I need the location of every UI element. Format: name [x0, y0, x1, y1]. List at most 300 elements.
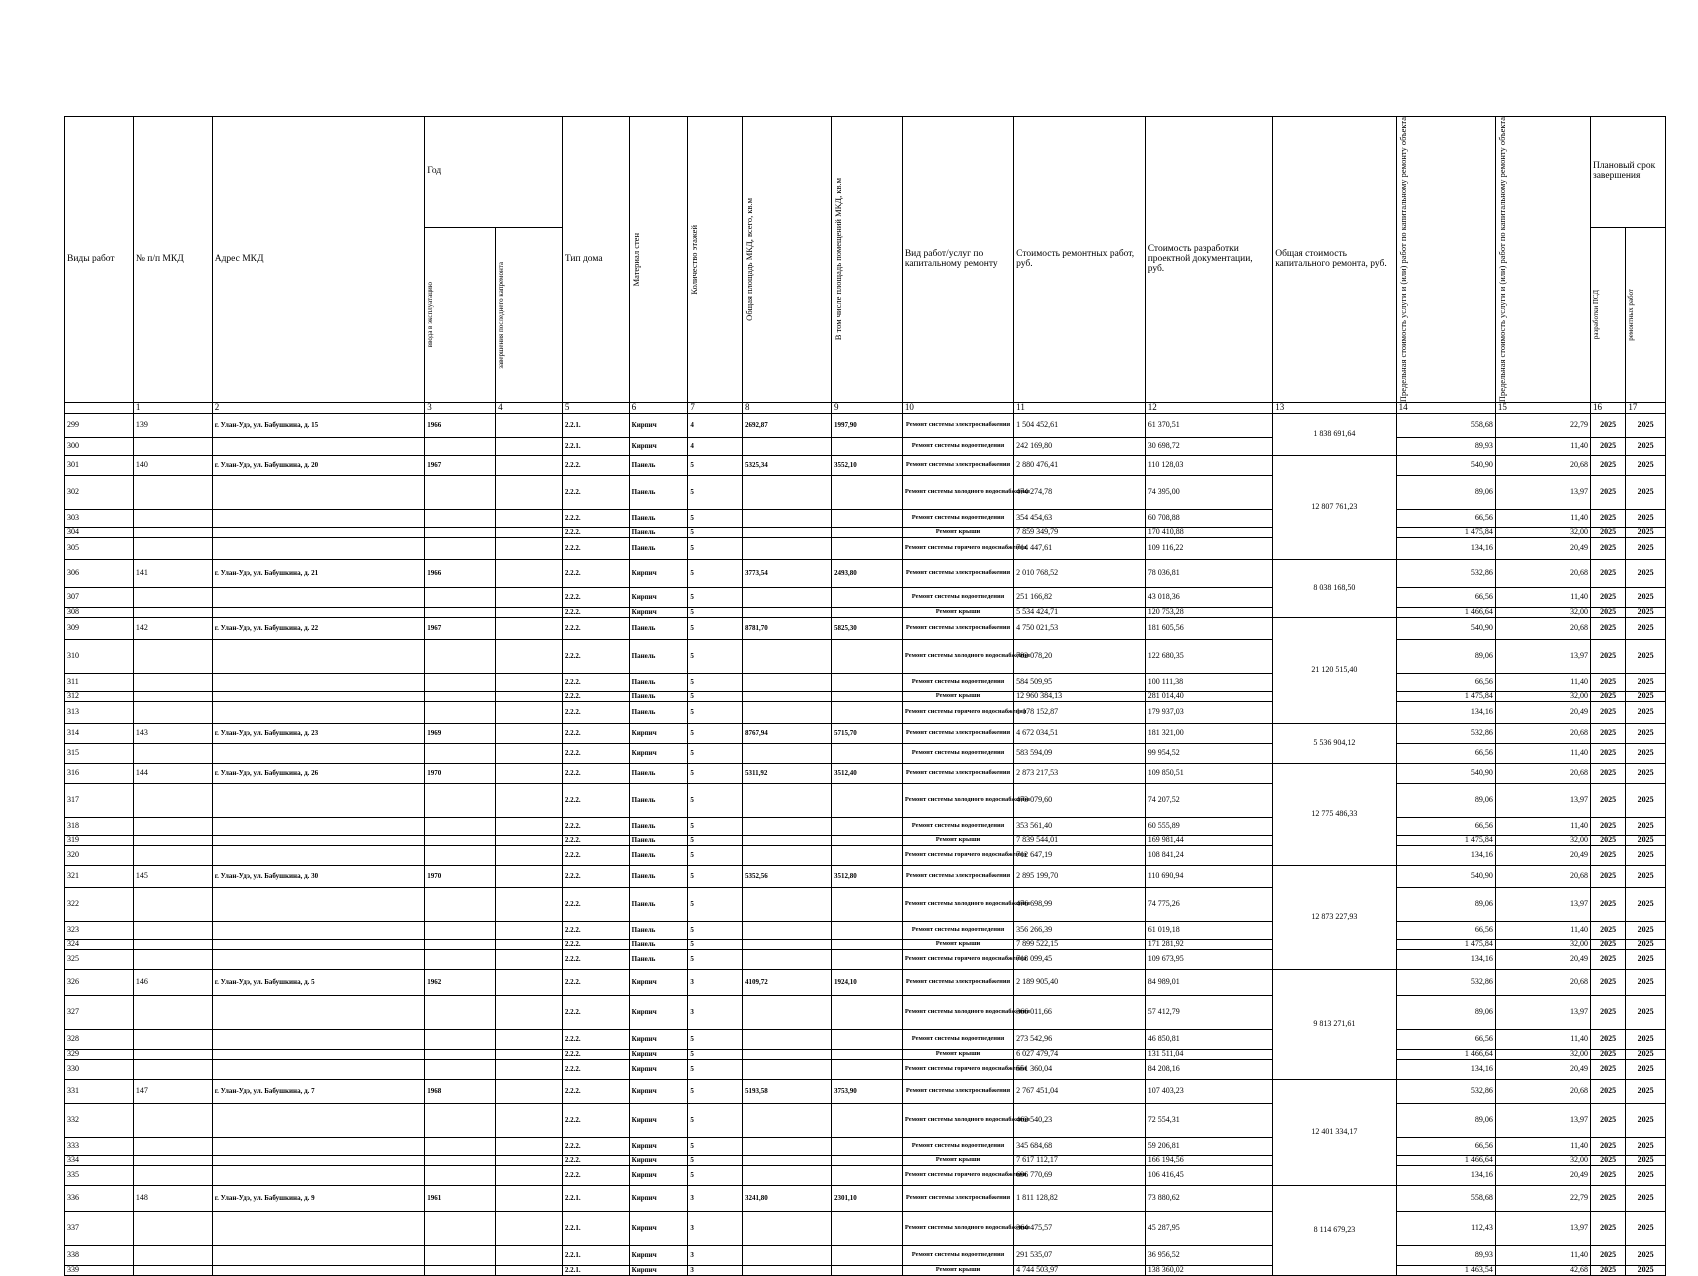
deadline-repair: 2025 — [1626, 970, 1666, 996]
row-number: 335 — [65, 1166, 134, 1186]
deadline-repair: 2025 — [1626, 618, 1666, 640]
limit-cost-2: 13,97 — [1495, 1212, 1590, 1246]
house-type: 2.2.2. — [562, 1030, 629, 1050]
wall-material: Панель — [629, 702, 688, 724]
mkd-number: 141 — [133, 560, 212, 588]
year-commissioned — [425, 476, 496, 510]
address — [212, 744, 425, 764]
year-last-repair — [496, 538, 563, 560]
year-commissioned — [425, 640, 496, 674]
repair-cost: 366 011,66 — [1014, 996, 1146, 1030]
address — [212, 1166, 425, 1186]
mkd-number — [133, 674, 212, 692]
repair-cost: 4 744 503,97 — [1014, 1266, 1146, 1276]
limit-cost-2: 13,97 — [1495, 476, 1590, 510]
premises-area: 2301,10 — [832, 1186, 903, 1212]
address — [212, 1030, 425, 1050]
house-type: 2.2.1. — [562, 1246, 629, 1266]
deadline-psd: 2025 — [1590, 608, 1625, 618]
wall-material: Кирпич — [629, 744, 688, 764]
house-type: 2.2.2. — [562, 1104, 629, 1138]
floors: 3 — [688, 996, 743, 1030]
total-area: 5311,92 — [742, 764, 831, 784]
year-commissioned: 1968 — [425, 1080, 496, 1104]
mkd-number — [133, 846, 212, 866]
table-row — [65, 996, 1666, 1030]
year-commissioned — [425, 1166, 496, 1186]
address — [212, 950, 425, 970]
column-number: 11 — [1014, 403, 1146, 414]
floors: 5 — [688, 528, 743, 538]
year-commissioned: 1966 — [425, 414, 496, 438]
wall-material: Панель — [629, 866, 688, 888]
premises-area: 3552,10 — [832, 456, 903, 476]
year-last-repair — [496, 1246, 563, 1266]
wall-material: Панель — [629, 538, 688, 560]
row-number: 305 — [65, 538, 134, 560]
repair-cost: 345 684,68 — [1014, 1138, 1146, 1156]
work-kind: Ремонт системы водоотведения — [902, 674, 1013, 692]
repair-cost: 551 360,04 — [1014, 1060, 1146, 1080]
deadline-repair: 2025 — [1626, 940, 1666, 950]
wall-material: Панель — [629, 818, 688, 836]
house-type: 2.2.2. — [562, 640, 629, 674]
work-kind: Ремонт системы горячего водоснабжения — [902, 1060, 1013, 1080]
design-cost: 181 605,56 — [1145, 618, 1273, 640]
table-row — [65, 764, 1666, 784]
limit-cost-1: 540,90 — [1396, 866, 1495, 888]
deadline-repair: 2025 — [1626, 588, 1666, 608]
year-commissioned — [425, 940, 496, 950]
floors: 5 — [688, 476, 743, 510]
house-type: 2.2.2. — [562, 764, 629, 784]
year-last-repair — [496, 1138, 563, 1156]
mkd-number — [133, 1104, 212, 1138]
repair-cost: 583 594,09 — [1014, 744, 1146, 764]
column-number: 6 — [629, 403, 688, 414]
table-row — [65, 950, 1666, 970]
premises-area — [832, 1246, 903, 1266]
limit-cost-1: 532,86 — [1396, 970, 1495, 996]
year-commissioned: 1969 — [425, 724, 496, 744]
year-commissioned: 1967 — [425, 456, 496, 476]
limit-cost-1: 89,06 — [1396, 476, 1495, 510]
deadline-repair: 2025 — [1626, 1246, 1666, 1266]
row-number: 317 — [65, 784, 134, 818]
column-number: 2 — [212, 403, 425, 414]
table-row — [65, 560, 1666, 588]
repair-cost: 2 189 905,40 — [1014, 970, 1146, 996]
floors: 5 — [688, 940, 743, 950]
total-area: 8781,70 — [742, 618, 831, 640]
floors: 5 — [688, 560, 743, 588]
table-row — [65, 618, 1666, 640]
total-area — [742, 528, 831, 538]
premises-area — [832, 438, 903, 456]
address — [212, 888, 425, 922]
house-type: 2.2.2. — [562, 674, 629, 692]
premises-area — [832, 1050, 903, 1060]
row-number: 314 — [65, 724, 134, 744]
address — [212, 940, 425, 950]
deadline-psd: 2025 — [1590, 438, 1625, 456]
limit-cost-1: 134,16 — [1396, 1060, 1495, 1080]
total-cost: 12 807 761,23 — [1273, 456, 1396, 560]
repair-cost: 2 880 476,41 — [1014, 456, 1146, 476]
year-last-repair — [496, 1080, 563, 1104]
design-cost: 61 019,18 — [1145, 922, 1273, 940]
repair-cost: 712 647,19 — [1014, 846, 1146, 866]
wall-material: Кирпич — [629, 588, 688, 608]
deadline-psd: 2025 — [1590, 744, 1625, 764]
year-commissioned — [425, 1246, 496, 1266]
house-type: 2.2.2. — [562, 588, 629, 608]
year-commissioned — [425, 538, 496, 560]
year-last-repair — [496, 836, 563, 846]
deadline-psd: 2025 — [1590, 970, 1625, 996]
premises-area: 3753,90 — [832, 1080, 903, 1104]
deadline-psd: 2025 — [1590, 1138, 1625, 1156]
design-cost: 181 321,00 — [1145, 724, 1273, 744]
design-cost: 74 395,00 — [1145, 476, 1273, 510]
total-area — [742, 1060, 831, 1080]
address: г. Улан-Удэ, ул. Бабушкина, д. 26 — [212, 764, 425, 784]
limit-cost-2: 32,00 — [1495, 940, 1590, 950]
repair-cost: 782 078,20 — [1014, 640, 1146, 674]
repair-cost: 7 839 544,01 — [1014, 836, 1146, 846]
house-type: 2.2.2. — [562, 866, 629, 888]
year-last-repair — [496, 560, 563, 588]
mkd-number — [133, 818, 212, 836]
house-type: 2.2.2. — [562, 818, 629, 836]
year-last-repair — [496, 744, 563, 764]
repair-cost: 354 454,63 — [1014, 510, 1146, 528]
floors: 5 — [688, 538, 743, 560]
deadline-repair: 2025 — [1626, 674, 1666, 692]
wall-material: Кирпич — [629, 1080, 688, 1104]
mkd-number — [133, 1166, 212, 1186]
total-area — [742, 888, 831, 922]
row-number: 311 — [65, 674, 134, 692]
year-last-repair — [496, 784, 563, 818]
limit-cost-2: 11,40 — [1495, 744, 1590, 764]
table-row — [65, 922, 1666, 940]
work-kind: Ремонт системы электроснабжения — [902, 866, 1013, 888]
limit-cost-2: 20,68 — [1495, 1080, 1590, 1104]
limit-cost-2: 20,49 — [1495, 1166, 1590, 1186]
wall-material: Кирпич — [629, 1060, 688, 1080]
total-area — [742, 1050, 831, 1060]
floors: 5 — [688, 692, 743, 702]
table-row — [65, 510, 1666, 528]
column-number: 15 — [1495, 403, 1590, 414]
address: г. Улан-Удэ, ул. Бабушкина, д. 15 — [212, 414, 425, 438]
premises-area — [832, 588, 903, 608]
house-type: 2.2.2. — [562, 1138, 629, 1156]
deadline-psd: 2025 — [1590, 588, 1625, 608]
table-row — [65, 970, 1666, 996]
design-cost: 120 753,28 — [1145, 608, 1273, 618]
total-area: 5325,34 — [742, 456, 831, 476]
year-last-repair — [496, 1156, 563, 1166]
year-commissioned — [425, 692, 496, 702]
repair-cost: 474 274,78 — [1014, 476, 1146, 510]
premises-area — [832, 1104, 903, 1138]
table-row — [65, 414, 1666, 438]
year-last-repair — [496, 1030, 563, 1050]
year-commissioned — [425, 1266, 496, 1276]
floors: 4 — [688, 414, 743, 438]
year-last-repair — [496, 1186, 563, 1212]
year-commissioned — [425, 1156, 496, 1166]
design-cost: 169 981,44 — [1145, 836, 1273, 846]
year-last-repair — [496, 640, 563, 674]
floors: 5 — [688, 640, 743, 674]
work-kind: Ремонт крыши — [902, 608, 1013, 618]
work-kind: Ремонт системы электроснабжения — [902, 618, 1013, 640]
limit-cost-2: 32,00 — [1495, 836, 1590, 846]
repair-cost: 1 811 128,82 — [1014, 1186, 1146, 1212]
limit-cost-1: 134,16 — [1396, 702, 1495, 724]
house-type: 2.2.2. — [562, 560, 629, 588]
table-row — [65, 846, 1666, 866]
deadline-psd: 2025 — [1590, 528, 1625, 538]
wall-material: Кирпич — [629, 1212, 688, 1246]
column-number: 16 — [1590, 403, 1625, 414]
mkd-number: 148 — [133, 1186, 212, 1212]
deadline-repair: 2025 — [1626, 1166, 1666, 1186]
table-row — [65, 692, 1666, 702]
row-number: 310 — [65, 640, 134, 674]
work-kind: Ремонт системы электроснабжения — [902, 560, 1013, 588]
floors: 5 — [688, 608, 743, 618]
header-sub-last-repair: завершения последнего капремонта — [496, 227, 563, 402]
house-type: 2.2.2. — [562, 950, 629, 970]
repair-cost: 714 447,61 — [1014, 538, 1146, 560]
deadline-psd: 2025 — [1590, 784, 1625, 818]
premises-area — [832, 1030, 903, 1050]
wall-material: Кирпич — [629, 1186, 688, 1212]
total-area — [742, 1166, 831, 1186]
deadline-repair: 2025 — [1626, 608, 1666, 618]
house-type: 2.2.2. — [562, 836, 629, 846]
limit-cost-1: 532,86 — [1396, 1080, 1495, 1104]
year-commissioned: 1970 — [425, 764, 496, 784]
repair-cost: 1 504 452,61 — [1014, 414, 1146, 438]
row-number: 319 — [65, 836, 134, 846]
deadline-psd: 2025 — [1590, 692, 1625, 702]
limit-cost-2: 32,00 — [1495, 1050, 1590, 1060]
limit-cost-1: 1 463,54 — [1396, 1266, 1495, 1276]
year-last-repair — [496, 846, 563, 866]
mkd-number — [133, 744, 212, 764]
premises-area: 2493,80 — [832, 560, 903, 588]
mkd-number — [133, 922, 212, 940]
work-kind: Ремонт системы горячего водоснабжения — [902, 702, 1013, 724]
header-mkd-number: № п/п МКД — [133, 117, 212, 403]
design-cost: 110 690,94 — [1145, 866, 1273, 888]
floors: 5 — [688, 866, 743, 888]
address — [212, 846, 425, 866]
house-type: 2.2.2. — [562, 692, 629, 702]
table-row — [65, 608, 1666, 618]
premises-area — [832, 836, 903, 846]
wall-material: Панель — [629, 618, 688, 640]
mkd-number — [133, 510, 212, 528]
total-area — [742, 836, 831, 846]
wall-material: Кирпич — [629, 560, 688, 588]
year-commissioned — [425, 818, 496, 836]
deadline-repair: 2025 — [1626, 456, 1666, 476]
deadline-psd: 2025 — [1590, 818, 1625, 836]
year-commissioned — [425, 528, 496, 538]
header-work-kind: Вид работ/услуг по капитальному ремонту — [902, 117, 1013, 403]
row-number: 320 — [65, 846, 134, 866]
header-sub-psd: разработки ПСД — [1590, 227, 1625, 402]
limit-cost-2: 11,40 — [1495, 1246, 1590, 1266]
column-number: 13 — [1273, 403, 1396, 414]
floors: 5 — [688, 1166, 743, 1186]
limit-cost-1: 66,56 — [1396, 1138, 1495, 1156]
repair-cost: 2 767 451,04 — [1014, 1080, 1146, 1104]
wall-material: Кирпич — [629, 1030, 688, 1050]
mkd-number — [133, 702, 212, 724]
wall-material: Кирпич — [629, 1246, 688, 1266]
house-type: 2.2.2. — [562, 888, 629, 922]
mkd-number — [133, 1266, 212, 1276]
column-number: 7 — [688, 403, 743, 414]
design-cost: 108 841,24 — [1145, 846, 1273, 866]
year-commissioned — [425, 1060, 496, 1080]
row-number: 332 — [65, 1104, 134, 1138]
house-type: 2.2.2. — [562, 476, 629, 510]
repair-cost: 7 859 349,79 — [1014, 528, 1146, 538]
table-row — [65, 538, 1666, 560]
table-body — [65, 414, 1666, 1276]
limit-cost-1: 66,56 — [1396, 1030, 1495, 1050]
deadline-psd: 2025 — [1590, 764, 1625, 784]
repair-cost: 462 540,23 — [1014, 1104, 1146, 1138]
premises-area — [832, 922, 903, 940]
row-number: 338 — [65, 1246, 134, 1266]
design-cost: 166 194,56 — [1145, 1156, 1273, 1166]
mkd-number: 145 — [133, 866, 212, 888]
deadline-psd: 2025 — [1590, 456, 1625, 476]
deadline-repair: 2025 — [1626, 528, 1666, 538]
total-area — [742, 692, 831, 702]
table-row — [65, 1104, 1666, 1138]
total-area — [742, 1138, 831, 1156]
premises-area — [832, 1138, 903, 1156]
limit-cost-1: 532,86 — [1396, 724, 1495, 744]
wall-material: Панель — [629, 888, 688, 922]
limit-cost-2: 20,68 — [1495, 560, 1590, 588]
wall-material: Кирпич — [629, 1104, 688, 1138]
deadline-repair: 2025 — [1626, 702, 1666, 724]
repair-cost: 7 617 112,17 — [1014, 1156, 1146, 1166]
house-type: 2.2.2. — [562, 1060, 629, 1080]
table-row — [65, 1186, 1666, 1212]
mkd-number — [133, 940, 212, 950]
deadline-psd: 2025 — [1590, 674, 1625, 692]
total-area — [742, 1030, 831, 1050]
limit-cost-1: 134,16 — [1396, 950, 1495, 970]
repair-cost: 2 873 217,53 — [1014, 764, 1146, 784]
limit-cost-2: 11,40 — [1495, 510, 1590, 528]
year-last-repair — [496, 764, 563, 784]
design-cost: 106 416,45 — [1145, 1166, 1273, 1186]
wall-material: Панель — [629, 640, 688, 674]
work-kind: Ремонт крыши — [902, 692, 1013, 702]
design-cost: 109 673,95 — [1145, 950, 1273, 970]
row-number: 323 — [65, 922, 134, 940]
mkd-number: 140 — [133, 456, 212, 476]
design-cost: 122 680,35 — [1145, 640, 1273, 674]
floors: 3 — [688, 1246, 743, 1266]
table-row — [65, 640, 1666, 674]
header-design-cost: Стоимость разработки проектной документации, руб. — [1145, 117, 1273, 403]
total-area — [742, 438, 831, 456]
table-row — [65, 456, 1666, 476]
year-last-repair — [496, 476, 563, 510]
floors: 5 — [688, 456, 743, 476]
house-type: 2.2.2. — [562, 846, 629, 866]
header-address: Адрес МКД — [212, 117, 425, 403]
premises-area — [832, 528, 903, 538]
deadline-repair: 2025 — [1626, 846, 1666, 866]
work-kind: Ремонт системы электроснабжения — [902, 456, 1013, 476]
work-kind: Ремонт системы водоотведения — [902, 922, 1013, 940]
capital-repair-table — [64, 116, 1666, 1276]
address — [212, 588, 425, 608]
work-kind: Ремонт крыши — [902, 836, 1013, 846]
mkd-number — [133, 692, 212, 702]
repair-cost: 584 509,95 — [1014, 674, 1146, 692]
design-cost: 43 018,36 — [1145, 588, 1273, 608]
floors: 5 — [688, 1030, 743, 1050]
premises-area — [832, 640, 903, 674]
total-area — [742, 510, 831, 528]
deadline-repair: 2025 — [1626, 1266, 1666, 1276]
repair-cost: 356 266,39 — [1014, 922, 1146, 940]
deadline-repair: 2025 — [1626, 538, 1666, 560]
deadline-psd: 2025 — [1590, 702, 1625, 724]
total-area — [742, 702, 831, 724]
deadline-psd: 2025 — [1590, 1156, 1625, 1166]
row-number: 325 — [65, 950, 134, 970]
design-cost: 73 880,62 — [1145, 1186, 1273, 1212]
premises-area: 3512,40 — [832, 764, 903, 784]
total-area — [742, 996, 831, 1030]
year-last-repair — [496, 528, 563, 538]
year-commissioned — [425, 1138, 496, 1156]
total-area — [742, 476, 831, 510]
limit-cost-2: 20,68 — [1495, 970, 1590, 996]
year-commissioned — [425, 888, 496, 922]
total-area — [742, 538, 831, 560]
house-type: 2.2.2. — [562, 922, 629, 940]
work-kind: Ремонт крыши — [902, 1266, 1013, 1276]
year-commissioned — [425, 608, 496, 618]
deadline-repair: 2025 — [1626, 438, 1666, 456]
design-cost: 84 989,01 — [1145, 970, 1273, 996]
limit-cost-2: 22,79 — [1495, 414, 1590, 438]
address — [212, 608, 425, 618]
house-type: 2.2.2. — [562, 528, 629, 538]
deadline-repair: 2025 — [1626, 640, 1666, 674]
deadline-psd: 2025 — [1590, 414, 1625, 438]
work-kind: Ремонт системы горячего водоснабжения — [902, 538, 1013, 560]
